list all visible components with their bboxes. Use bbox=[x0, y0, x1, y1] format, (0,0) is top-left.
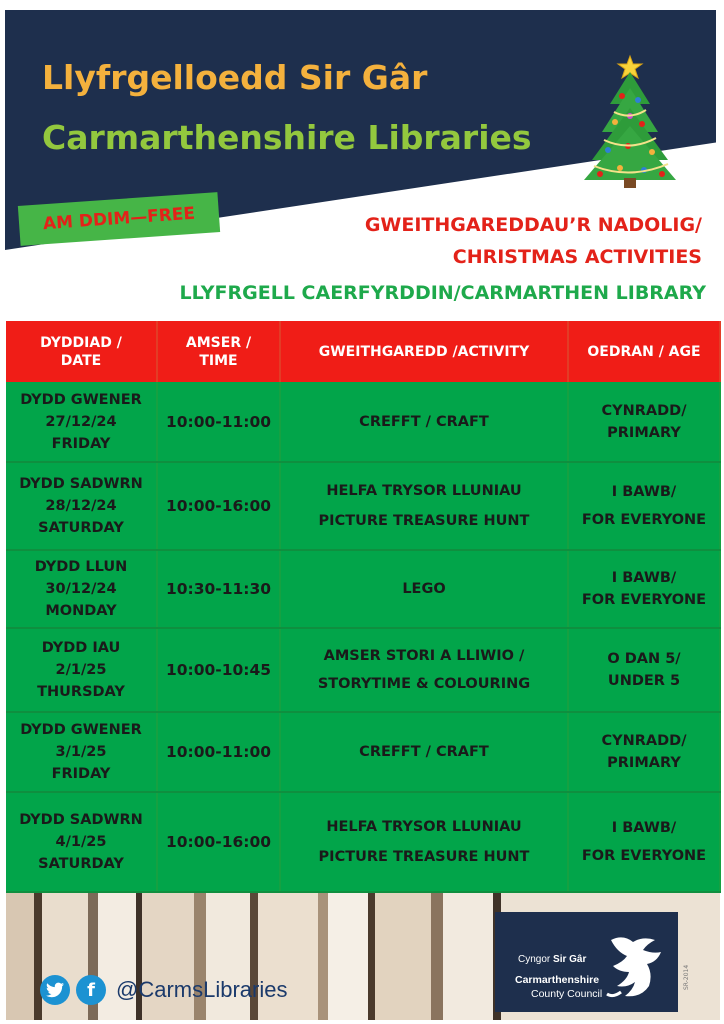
cell-time: 10:00-16:00 bbox=[157, 792, 280, 892]
table-row bbox=[6, 382, 720, 462]
cell-date: DYDD GWENER 27/12/24 FRIDAY bbox=[6, 382, 157, 462]
table-row bbox=[6, 628, 720, 712]
facebook-f-glyph: f bbox=[87, 979, 95, 1001]
title-welsh: Llyfrgelloedd Sir Gâr bbox=[42, 58, 428, 97]
cell-age: I BAWB/ FOR EVERYONE bbox=[568, 550, 720, 628]
cell-date: DYDD LLUN 30/12/24 MONDAY bbox=[6, 550, 157, 628]
header-age: OEDRAN / AGE bbox=[568, 321, 720, 382]
cell-activity: CREFFT / CRAFT bbox=[280, 712, 568, 792]
cell-age: CYNRADD/ PRIMARY bbox=[568, 382, 720, 462]
social-handle[interactable]: @CarmsLibraries bbox=[116, 977, 288, 1002]
council-logo bbox=[495, 912, 678, 1012]
subtitle-line1: GWEITHGAREDDAU’R NADOLIG/ bbox=[364, 214, 702, 236]
header-activity: GWEITHGAREDD /ACTIVITY bbox=[280, 321, 568, 382]
council-cyngor-line: Cyngor Sir Gâr bbox=[518, 954, 587, 965]
cell-age: O DAN 5/ UNDER 5 bbox=[568, 628, 720, 712]
activities-table bbox=[6, 321, 721, 893]
cell-age: CYNRADD/ PRIMARY bbox=[568, 712, 720, 792]
cell-activity: CREFFT / CRAFT bbox=[280, 382, 568, 462]
council-name: Carmarthenshire bbox=[515, 974, 600, 986]
header-banner bbox=[5, 10, 716, 315]
cell-time: 10:00-11:00 bbox=[157, 382, 280, 462]
header-time: AMSER / TIME bbox=[157, 321, 280, 382]
title-english: Carmarthenshire Libraries bbox=[42, 118, 532, 157]
cell-age: I BAWB/ FOR EVERYONE bbox=[568, 462, 720, 550]
council-sub: County Council bbox=[531, 988, 603, 1000]
table-row bbox=[6, 792, 720, 892]
cell-activity: AMSER STORI A LLIWIO / STORYTIME & COLOURING bbox=[280, 628, 568, 712]
table-row bbox=[6, 462, 720, 550]
table-row bbox=[6, 550, 720, 628]
cell-activity: HELFA TRYSOR LLUNIAU PICTURE TREASURE HUNT bbox=[280, 462, 568, 550]
cell-date: DYDD IAU 2/1/25 THURSDAY bbox=[6, 628, 157, 712]
cell-time: 10:30-11:30 bbox=[157, 550, 280, 628]
cell-activity: HELFA TRYSOR LLUNIAU PICTURE TREASURE HUNT bbox=[280, 792, 568, 892]
twitter-icon[interactable] bbox=[40, 975, 70, 1005]
library-name: LLYFRGELL CAERFYRDDIN/CARMARTHEN LIBRARY bbox=[179, 282, 706, 304]
cell-time: 10:00-10:45 bbox=[157, 628, 280, 712]
table-header-row bbox=[6, 321, 720, 382]
cell-time: 10:00-11:00 bbox=[157, 712, 280, 792]
christmas-tree-icon bbox=[570, 42, 690, 192]
facebook-icon[interactable] bbox=[76, 975, 106, 1005]
cell-date: DYDD SADWRN 28/12/24 SATURDAY bbox=[6, 462, 157, 550]
social-media bbox=[40, 975, 287, 1005]
twitter-bird-glyph bbox=[46, 982, 64, 998]
cell-date: DYDD GWENER 3/1/25 FRIDAY bbox=[6, 712, 157, 792]
header-date: DYDDIAD / DATE bbox=[6, 321, 157, 382]
dragon-icon bbox=[603, 932, 665, 1002]
cell-age: I BAWB/ FOR EVERYONE bbox=[568, 792, 720, 892]
subtitle-line2: CHRISTMAS ACTIVITIES bbox=[452, 246, 702, 268]
table-row bbox=[6, 712, 720, 792]
cell-time: 10:00-16:00 bbox=[157, 462, 280, 550]
cell-date: DYDD SADWRN 4/1/25 SATURDAY bbox=[6, 792, 157, 892]
cell-activity: LEGO bbox=[280, 550, 568, 628]
document-code: SR-2014 bbox=[683, 964, 690, 990]
free-badge: AM DDIM—FREE bbox=[18, 192, 220, 246]
